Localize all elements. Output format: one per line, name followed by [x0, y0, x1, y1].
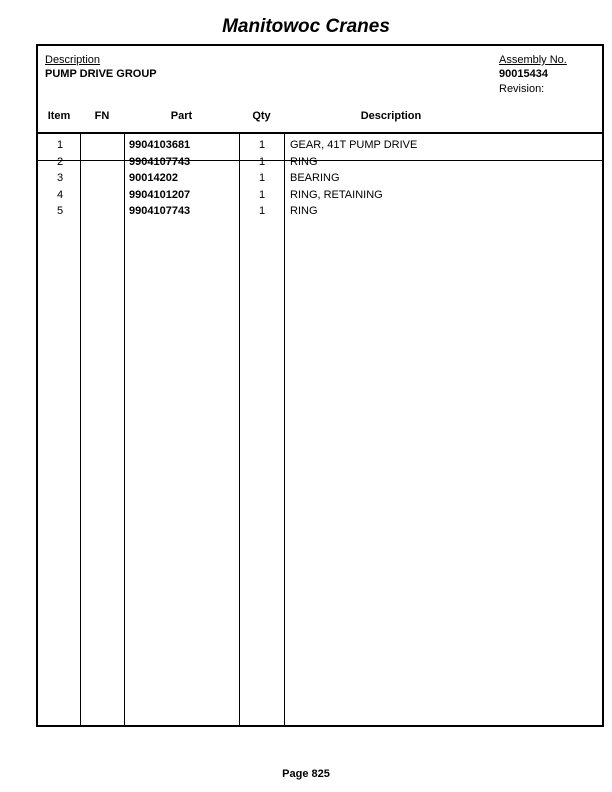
column-header-part: Part [170, 110, 193, 122]
page-title: Manitowoc Cranes [222, 16, 390, 37]
column-header-description: Description [360, 110, 422, 122]
table-row [38, 172, 602, 188]
item-number: 5 [56, 205, 64, 217]
revision-label: Revision: [499, 83, 545, 95]
column-header-fn: FN [94, 110, 110, 122]
part-number: 9904107743 [129, 155, 191, 168]
parts-list-frame [36, 44, 604, 727]
quantity: 1 [258, 172, 266, 184]
header-divider [38, 132, 602, 134]
description-value: PUMP DRIVE GROUP [45, 68, 157, 80]
quantity: 1 [258, 205, 266, 217]
column-header-item: Item [47, 110, 71, 122]
table-row [38, 205, 602, 221]
table-row [38, 139, 602, 155]
part-number: 90014202 [129, 172, 178, 184]
item-number: 2 [56, 155, 64, 168]
quantity: 1 [258, 155, 266, 168]
assembly-value: 90015434 [499, 68, 548, 80]
description-label: Description [45, 54, 101, 66]
part-number: 9904107743 [129, 205, 191, 217]
part-number: 9904103681 [129, 139, 191, 151]
part-description: RING [290, 155, 318, 168]
part-description: GEAR, 41T PUMP DRIVE [290, 139, 418, 151]
item-number: 4 [56, 188, 64, 201]
part-description: RING [290, 205, 318, 217]
table-row [38, 156, 602, 172]
table-row [38, 189, 602, 205]
quantity: 1 [258, 188, 266, 201]
item-number: 3 [56, 172, 64, 184]
column-header-qty: Qty [252, 110, 271, 122]
part-description: RING, RETAINING [290, 188, 383, 201]
assembly-label: Assembly No. [499, 54, 567, 66]
part-number: 9904101207 [129, 188, 191, 201]
quantity: 1 [258, 139, 266, 151]
page-number: Page 825 [282, 768, 330, 780]
item-number: 1 [56, 139, 64, 151]
part-description: BEARING [290, 172, 340, 184]
